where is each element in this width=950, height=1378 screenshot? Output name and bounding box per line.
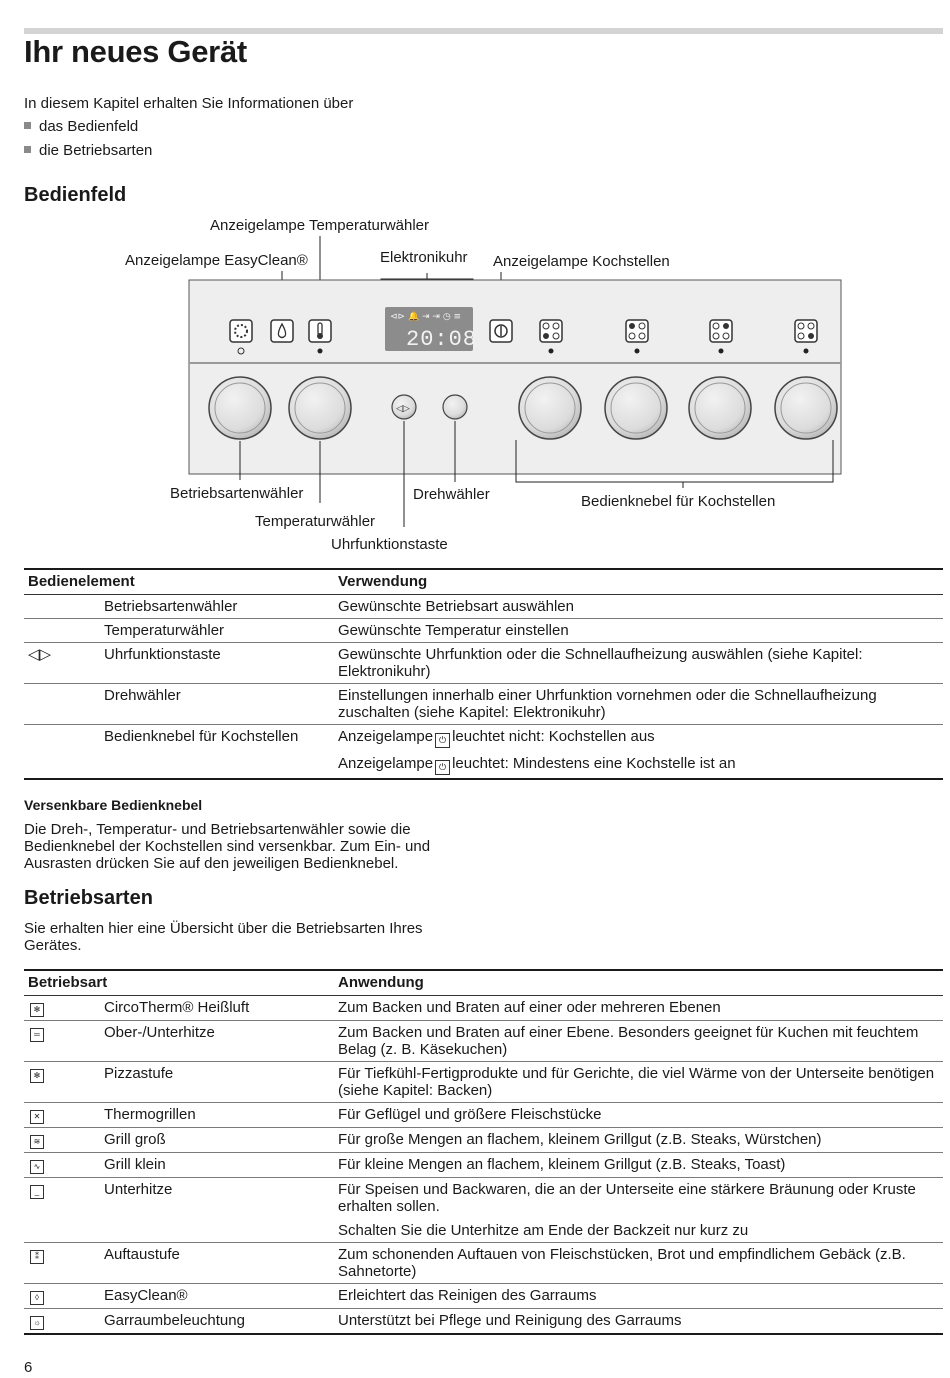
betriebsarten-intro: Sie erhalten hier eine Übersicht über die Betriebsarten Ihres Gerätes. <box>24 920 423 954</box>
bullet-item: die Betriebsarten <box>24 142 152 166</box>
page-number: 6 <box>24 1359 33 1376</box>
table-row: ◊ EasyClean® Erleichtert das Reinigen des Garraums <box>24 1284 943 1309</box>
hob-lamp-icon <box>490 320 512 342</box>
table-row: ☼ Garraumbeleuchtung Unterstützt bei Pflege und Reinigung des Garraums <box>24 1309 943 1335</box>
hob-lamp-icon: ⏻ <box>435 733 450 748</box>
grill-small-icon: ∿ <box>30 1160 44 1174</box>
top-bottom-heat-icon: ═ <box>30 1028 44 1042</box>
modes-header-mode: Betriebsart <box>24 970 334 996</box>
section-heading-bedienfeld: Bedienfeld <box>24 184 127 206</box>
table-row: ✻ CircoTherm® Heißluft Zum Backen und Braten auf einer oder mehreren Ebenen <box>24 996 943 1021</box>
table-row: ≋ Grill groß Für große Mengen an flachem, kleinem Grillgut (z.B. Steaks, Würstchen) <box>24 1128 943 1153</box>
easyclean-icon: ◊ <box>30 1291 44 1305</box>
label-rotary: Drehwähler <box>413 486 490 503</box>
fan-icon: ✻ <box>30 1003 44 1017</box>
retractable-knobs-text: Die Dreh-, Temperatur- und Betriebsartenwähler sowie die Bedienknebel der Kochstellen sind versenkbar. Zum Ein- und Ausrasten drücken Sie auf den jeweiligen Bedienknebel. <box>24 821 431 872</box>
modes-table <box>24 969 943 1335</box>
rotary-selector <box>443 395 467 419</box>
grill-large-icon: ≋ <box>30 1135 44 1149</box>
bullet-item: das Bedienfeld <box>24 118 152 142</box>
table-row: ✻ Pizzastufe Für Tiefkühl-Fertigprodukte und für Gerichte, die viel Wärme von der Unterseite benötigen (siehe Kapitel: Backen) <box>24 1062 943 1103</box>
lamp-icon: ☼ <box>30 1316 44 1330</box>
panel-frame <box>189 280 841 474</box>
table-row: ✕ Thermogrillen Für Geflügel und größere Fleischstücke <box>24 1103 943 1128</box>
square-bullet-icon <box>24 146 31 153</box>
intro-bullets <box>24 118 152 166</box>
table-row: Betriebsartenwähler Gewünschte Betriebsart auswählen <box>24 595 943 619</box>
clock-display-time: 20:08 <box>406 327 478 352</box>
hob-lamp-icon: ⏻ <box>435 760 450 775</box>
label-lamp-easyclean: Anzeigelampe EasyClean® <box>125 252 308 269</box>
table-row: Bedienknebel für Kochstellen Anzeigelampe ⏻ leuchtet nicht: Kochstellen aus Anzeigelampe ⏻ leuchtet: Mindestens eine Kochstelle ist an <box>24 725 943 780</box>
table-row: ═ Ober-/Unterhitze Zum Backen und Braten auf einer Ebene. Besonders geeignet für Kuchen mit feuchtem Belag (z. B. Käsekuchen) <box>24 1021 943 1062</box>
svg-text:⊲⊳ 🔔 ⇥ ⇥ ◷ ≡: ⊲⊳ 🔔 ⇥ ⇥ ◷ ≡ <box>390 312 462 322</box>
clock-button-icon: ◁▷ <box>24 643 100 684</box>
table-row: _ Unterhitze Für Speisen und Backwaren, die an der Unterseite eine stärkere Bräunung oder Kruste erhalten sollen. Schalten Sie die Unterhitze am Ende der Backzeit nur kurz zu <box>24 1178 943 1243</box>
easyclean-lamp-icon <box>271 320 293 342</box>
controls-table <box>24 568 943 780</box>
label-hob-knobs: Bedienknebel für Kochstellen <box>581 493 776 510</box>
label-lamp-hob: Anzeigelampe Kochstellen <box>493 253 670 270</box>
label-clock-button: Uhrfunktionstaste <box>331 536 448 553</box>
table-row: ⁑ Auftaustufe Zum schonenden Auftauen von Fleischstücken, Brot und empfindlichem Gebäck (z.B. Sahnetorte) <box>24 1243 943 1284</box>
subheading-retractable-knobs: Versenkbare Bedienknebel <box>24 797 203 813</box>
label-clock: Elektronikuhr <box>380 249 468 266</box>
clock-function-button <box>392 395 416 419</box>
controls-header-usage: Verwendung <box>334 569 943 595</box>
hob-knob-2 <box>605 377 667 439</box>
label-mode-selector: Betriebsartenwähler <box>170 485 304 502</box>
section-heading-betriebsarten: Betriebsarten <box>24 887 153 909</box>
modes-header-usage: Anwendung <box>334 970 943 996</box>
svg-text:◁▷: ◁▷ <box>396 404 410 414</box>
thermogrill-icon: ✕ <box>30 1110 44 1124</box>
square-bullet-icon <box>24 122 31 129</box>
table-row: ∿ Grill klein Für kleine Mengen an flachem, kleinem Grillgut (z.B. Steaks, Toast) <box>24 1153 943 1178</box>
table-row: ◁▷ Uhrfunktionstaste Gewünschte Uhrfunktion oder die Schnellaufheizung auswählen (siehe Kapitel: Elektronikuhr) <box>24 643 943 684</box>
bottom-heat-icon: _ <box>30 1185 44 1199</box>
defrost-icon: ⁑ <box>30 1250 44 1264</box>
table-row: Drehwähler Einstellungen innerhalb einer Uhrfunktion vornehmen oder die Schnellaufheizung zuschalten (siehe Kapitel: Elektronikuhr) <box>24 684 943 725</box>
pizza-icon: ✻ <box>30 1069 44 1083</box>
table-row: Temperaturwähler Gewünschte Temperatur einstellen <box>24 619 943 643</box>
label-temperature-selector: Temperaturwähler <box>255 513 376 530</box>
intro-text: In diesem Kapitel erhalten Sie Informationen über <box>24 95 354 112</box>
mode-selector-knob <box>209 377 271 439</box>
control-panel-diagram <box>0 205 950 555</box>
clock-display <box>385 307 477 352</box>
hob-knob-1 <box>519 377 581 439</box>
controls-header-element: Bedienelement <box>24 569 334 595</box>
hob-knob-3 <box>689 377 751 439</box>
page-title: Ihr neues Gerät <box>24 34 247 69</box>
hob-knob-4 <box>775 377 837 439</box>
label-lamp-temperature: Anzeigelampe Temperaturwähler <box>210 217 430 234</box>
temperature-selector-knob <box>289 377 351 439</box>
